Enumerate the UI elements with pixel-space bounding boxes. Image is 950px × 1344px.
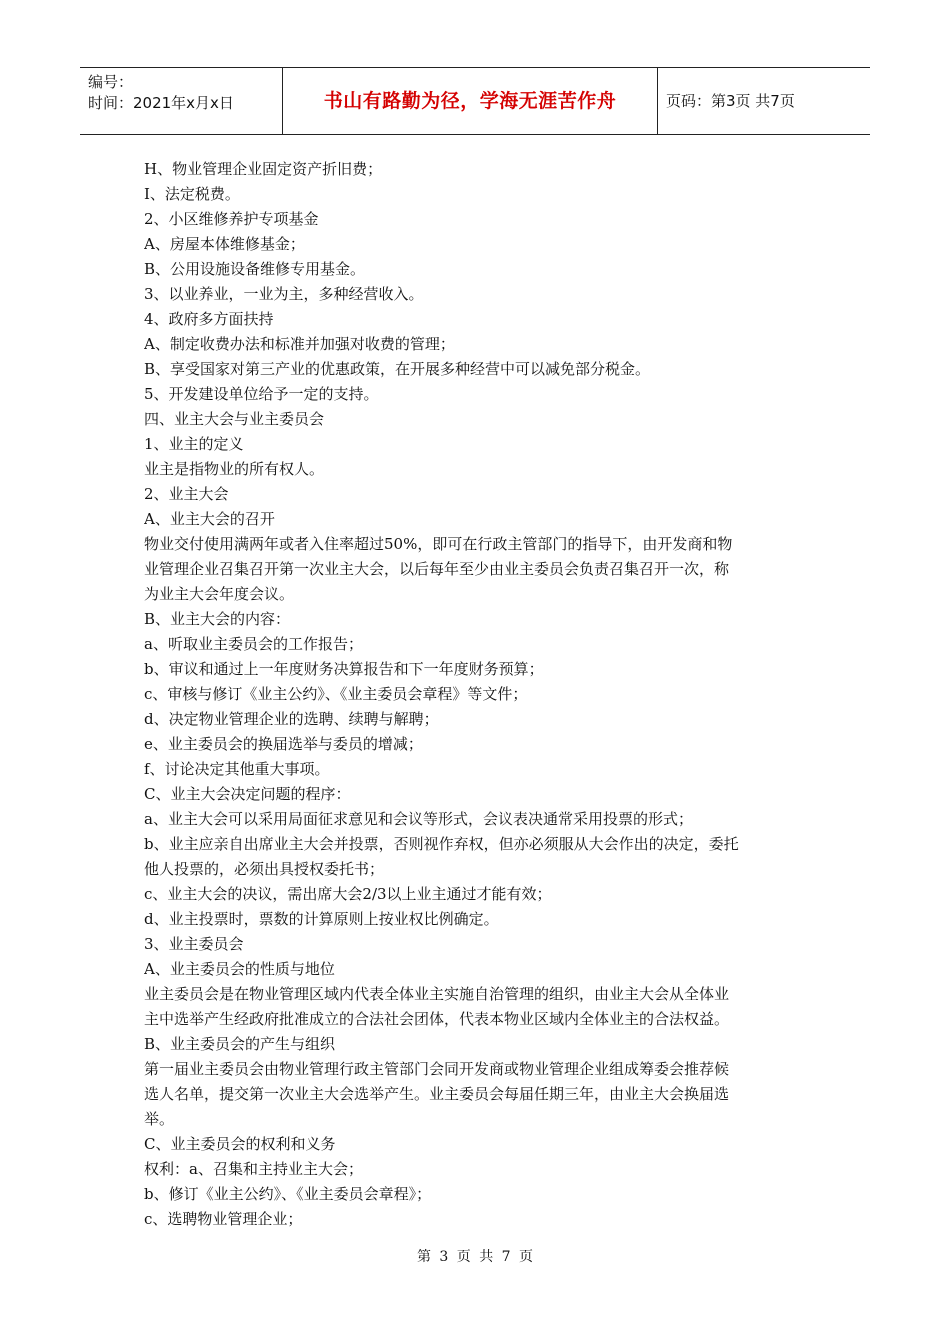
text-line: 业主是指物业的所有权人。 (144, 460, 325, 478)
text-line: 他人投票的，必须出具授权委托书； (144, 860, 385, 878)
document-body (144, 157, 810, 1232)
text-line: B、业主大会的内容： (144, 610, 291, 628)
text-line: c、业主大会的决议，需出席大会2/3以上业主通过才能有效； (144, 885, 552, 903)
text-line: b、审议和通过上一年度财务决算报告和下一年度财务预算； (144, 660, 544, 678)
serial-number-label: 编号： (88, 73, 134, 91)
text-line: 选人名单，提交第一次业主大会选举产生。业主委员会每届任期三年，由业主大会换届选 (144, 1085, 730, 1103)
text-line: I、法定税费。 (144, 185, 240, 203)
text-line: b、修订《业主公约》、《业主委员会章程》； (144, 1185, 432, 1203)
header-page-indicator: 页码：第3页 共7页 (666, 92, 795, 110)
text-line: 3、业主委员会 (144, 935, 244, 953)
text-line: 业主委员会是在物业管理区域内代表全体业主实施自治管理的组织，由业主大会从全体业 (144, 985, 730, 1003)
text-line: 物业交付使用满两年或者入住率超过50%，即可在行政主管部门的指导下，由开发商和物 (144, 535, 733, 553)
header-motto: 书山有路勤为径，学海无涯苦作舟 (323, 90, 617, 112)
text-line: 2、小区维修养护专项基金 (144, 210, 319, 228)
text-line: B、享受国家对第三产业的优惠政策，在开展多种经营中可以减免部分税金。 (144, 360, 651, 378)
text-line: C、业主委员会的权利和义务 (144, 1135, 336, 1153)
text-line: 主中选举产生经政府批准成立的合法社会团体，代表本物业区域内全体业主的合法权益。 (144, 1010, 730, 1028)
header-divider-right (657, 68, 658, 134)
text-line: C、业主大会决定问题的程序： (144, 785, 351, 803)
text-line: f、讨论决定其他重大事项。 (144, 760, 330, 778)
text-line: 业管理企业召集召开第一次业主大会，以后每年至少由业主委员会负责召集召开一次，称 (144, 560, 730, 578)
text-line: b、业主应亲自出席业主大会并投票，否则视作弃权，但亦必须服从大会作出的决定，委托 (144, 835, 739, 853)
text-line: a、业主大会可以采用局面征求意见和会议等形式，会议表决通常采用投票的形式； (144, 810, 693, 828)
text-line: 5、开发建设单位给予一定的支持。 (144, 385, 379, 403)
text-line: A、业主大会的召开 (144, 510, 275, 528)
text-line: B、业主委员会的产生与组织 (144, 1035, 336, 1053)
text-line: 2、业主大会 (144, 485, 229, 503)
text-line: 为业主大会年度会议。 (144, 585, 295, 603)
date-label: 时间：2021年x月x日 (88, 94, 234, 112)
text-line: c、审核与修订《业主公约》、《业主委员会章程》等文件； (144, 685, 528, 703)
page-footer: 第 3 页 共 7 页 (416, 1249, 534, 1265)
text-line: 四、业主大会与业主委员会 (144, 410, 325, 428)
page-header (80, 67, 870, 135)
text-line: d、业主投票时，票数的计算原则上按业权比例确定。 (144, 910, 499, 928)
text-line: 举。 (144, 1110, 175, 1128)
text-line: 3、以业养业，一业为主，多种经营收入。 (144, 285, 424, 303)
text-line: a、听取业主委员会的工作报告； (144, 635, 363, 653)
text-line: 权利：a、召集和主持业主大会； (144, 1160, 363, 1178)
text-line: A、制定收费办法和标准并加强对收费的管理； (144, 335, 455, 353)
text-line: 4、政府多方面扶持 (144, 310, 274, 328)
text-line: d、决定物业管理企业的选聘、续聘与解聘； (144, 710, 439, 728)
text-line: c、选聘物业管理企业； (144, 1210, 303, 1228)
text-line: e、业主委员会的换届选举与委员的增减； (144, 735, 423, 753)
text-line: B、公用设施设备维修专用基金。 (144, 260, 366, 278)
text-line: A、房屋本体维修基金； (144, 235, 305, 253)
text-line: A、业主委员会的性质与地位 (144, 960, 335, 978)
header-meta (88, 72, 234, 114)
text-line: H、物业管理企业固定资产折旧费； (144, 160, 383, 178)
text-line: 1、业主的定义 (144, 435, 244, 453)
text-line: 第一届业主委员会由物业管理行政主管部门会同开发商或物业管理企业组成筹委会推荐候 (144, 1060, 730, 1078)
